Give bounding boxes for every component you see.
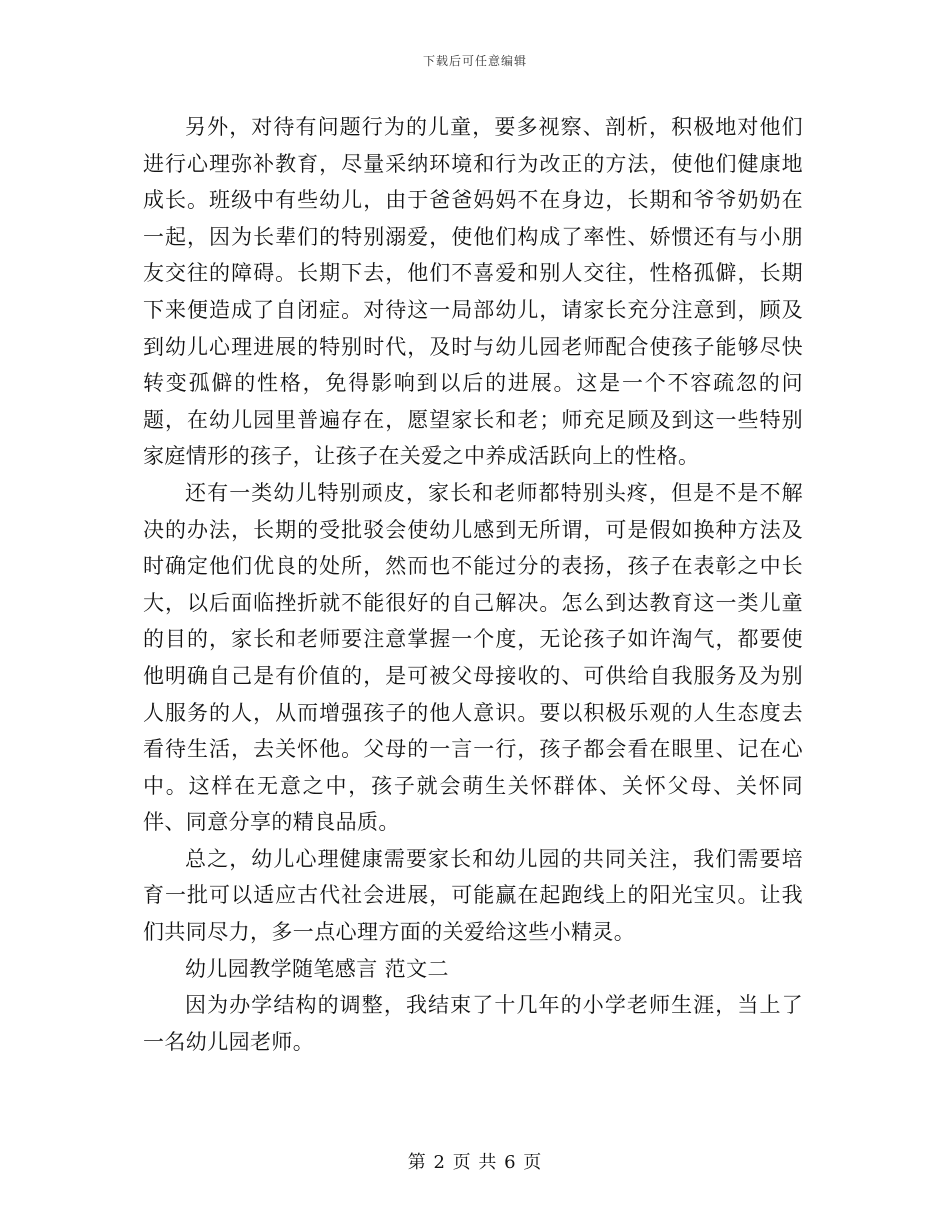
section-heading-example-two: 幼儿园教学随笔感言 范文二: [185, 956, 449, 981]
document-body: [143, 109, 803, 1060]
paragraph-naughty-children: 还有一类幼儿特别顽皮，家长和老师都特别头疼，但是不是不解决的办法，长期的受批驳会使幼儿感到无所谓，可是假如换种方法及时确定他们优良的处所，然而也不能过分的表扬，孩子在表彰之中长大，以后面临挫折就不能很好的自己解决。怎么到达教育这一类儿童的目的，家长和老师要注意掌握一个度，无论孩子如许淘气，都要使他明确自己是有价值的，是可被父母接收的、可供给自我服务及为别人服务的人，从而增强孩子的他人意识。要以积极乐观的人生态度去看待生活，去关怀他。父母的一言一行，孩子都会看在眼里、记在心中。这样在无意之中，孩子就会萌生关怀群体、关怀父母、关怀同伴、同意分享的精良品质。: [143, 480, 803, 835]
page-number-footer: 第 2 页 共 6 页: [407, 1152, 543, 1173]
paragraph-example-two-intro: 因为办学结构的调整，我结束了十几年的小学老师生涯，当上了一名幼儿园老师。: [143, 993, 803, 1054]
page-header: 下载后可任意编辑: [422, 54, 527, 68]
paragraph-problem-behavior: 另外，对待有问题行为的儿童，要多视察、剖析，积极地对他们进行心理弥补教育，尽量采纳环境和行为改正的方法，使他们健康地成长。班级中有些幼儿，由于爸爸妈妈不在身边，长期和爷爷奶奶在一起，因为长辈们的特别溺爱，使他们构成了率性、娇惯还有与小朋友交往的障碍。长期下去，他们不喜爱和别人交往，性格孤僻，长期下来便造成了自闭症。对待这一局部幼儿，请家长充分注意到，顾及到幼儿心理进展的特别时代，及时与幼儿园老师配合使孩子能够尽快转变孤僻的性格，免得影响到以后的进展。这是一个不容疏忽的问题，在幼儿园里普遍存在，愿望家长和老；师充足顾及到这一些特别家庭情形的孩子，让孩子在关爱之中养成活跃向上的性格。: [143, 115, 803, 469]
paragraph-conclusion: 总之，幼儿心理健康需要家长和幼儿园的共同关注，我们需要培育一批可以适应古代社会进展，可能赢在起跑线上的阳光宝贝。让我们共同尽力，多一点心理方面的关爱给这些小精灵。: [143, 846, 803, 945]
